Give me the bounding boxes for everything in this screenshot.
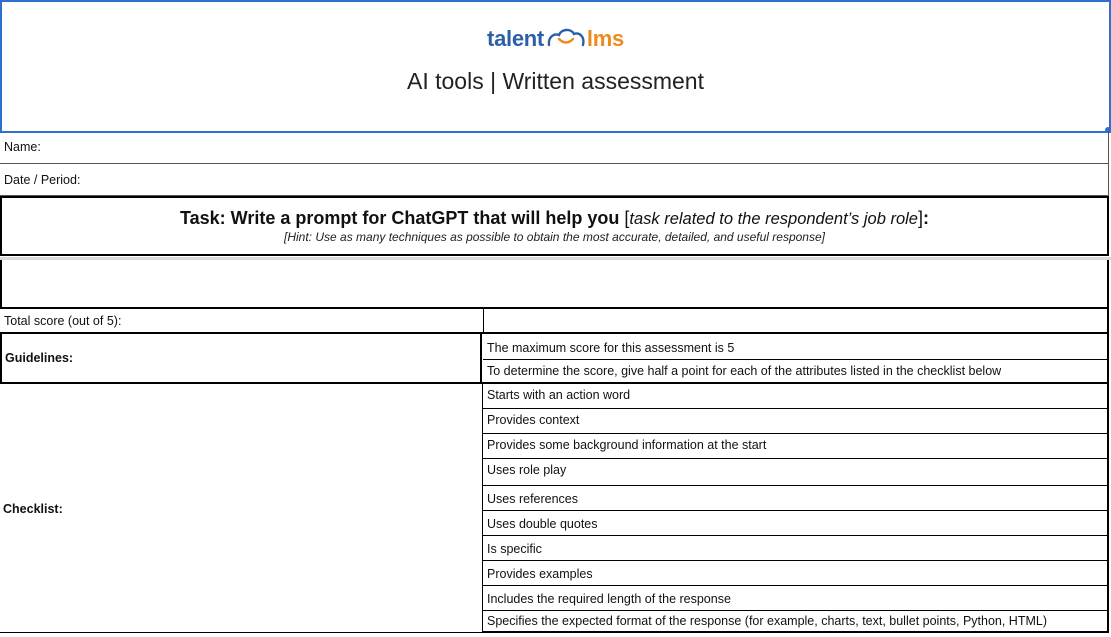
cloud-icon: [546, 27, 586, 47]
checklist-item-text: Uses role play: [487, 463, 567, 477]
date-field-row[interactable]: [0, 164, 1109, 196]
checklist-item-text: Includes the required length of the response: [487, 592, 731, 606]
divider: [483, 359, 1107, 360]
checklist-item-text: Provides examples: [487, 567, 593, 581]
name-field-row[interactable]: [0, 131, 1109, 164]
task-title: [2, 208, 1107, 229]
checklist-item: [483, 434, 1107, 459]
checklist-item: [483, 486, 1107, 511]
talentlms-logo: [2, 26, 1109, 52]
task-open-bracket: [: [624, 208, 630, 228]
checklist-item: [483, 409, 1107, 434]
date-label: Date / Period:: [4, 173, 81, 187]
score-label-cell: [0, 309, 484, 334]
guidelines-label: Guidelines:: [5, 351, 74, 365]
guidelines-content-cell: [483, 334, 1109, 382]
checklist-item: [483, 459, 1107, 486]
task-hint: [Hint: Use as many techniques as possible to obtain the most accurate, detailed, and useful response]: [284, 230, 825, 244]
checklist-label-cell: [0, 384, 483, 633]
logo-text-talent: talent: [487, 26, 544, 51]
checklist-row: [0, 384, 1109, 637]
checklist-item-text: Provides some background information at the start: [487, 438, 767, 452]
score-label: Total score (out of 5):: [4, 314, 122, 328]
checklist-item: [483, 611, 1107, 631]
checklist-item: [483, 384, 1107, 409]
checklist-item: [483, 536, 1107, 561]
score-value-cell[interactable]: [483, 309, 1109, 334]
checklist-item-text: Provides context: [487, 413, 580, 427]
checklist-item: [483, 511, 1107, 536]
task-role-placeholder: task related to the respondent’s job role: [629, 210, 918, 228]
checklist-label: Checklist:: [3, 502, 63, 516]
name-label: Name:: [4, 140, 41, 154]
guideline-line: To determine the score, give half a point for each of the attributes listed in the checklist below: [487, 364, 1002, 378]
checklist-item-text: Specifies the expected format of the response (for example, charts, text, bullet points, Python, HTML): [487, 614, 1047, 628]
guideline-line: The maximum score for this assessment is 5: [487, 341, 735, 355]
guidelines-label-cell: [0, 334, 482, 382]
task-close-bracket: ]: [918, 208, 924, 228]
checklist-item-text: Starts with an action word: [487, 388, 631, 402]
header-banner[interactable]: [0, 0, 1111, 133]
page-title: AI tools | Written assessment: [407, 68, 704, 94]
guidelines-row: [0, 334, 1109, 384]
score-row: [0, 309, 1109, 334]
checklist-items: [483, 384, 1109, 633]
checklist-item-text: Is specific: [487, 542, 542, 556]
task-suffix: :: [923, 208, 930, 228]
answer-area[interactable]: [0, 260, 1109, 309]
logo-text-lms: lms: [586, 26, 624, 51]
checklist-item-text: Uses references: [487, 492, 579, 506]
checklist-item: [483, 561, 1107, 586]
checklist-item: [483, 586, 1107, 611]
checklist-item-text: Uses double quotes: [487, 517, 598, 531]
task-prefix: Task: Write a prompt for ChatGPT that will help you: [179, 208, 625, 228]
task-box: [0, 196, 1109, 256]
